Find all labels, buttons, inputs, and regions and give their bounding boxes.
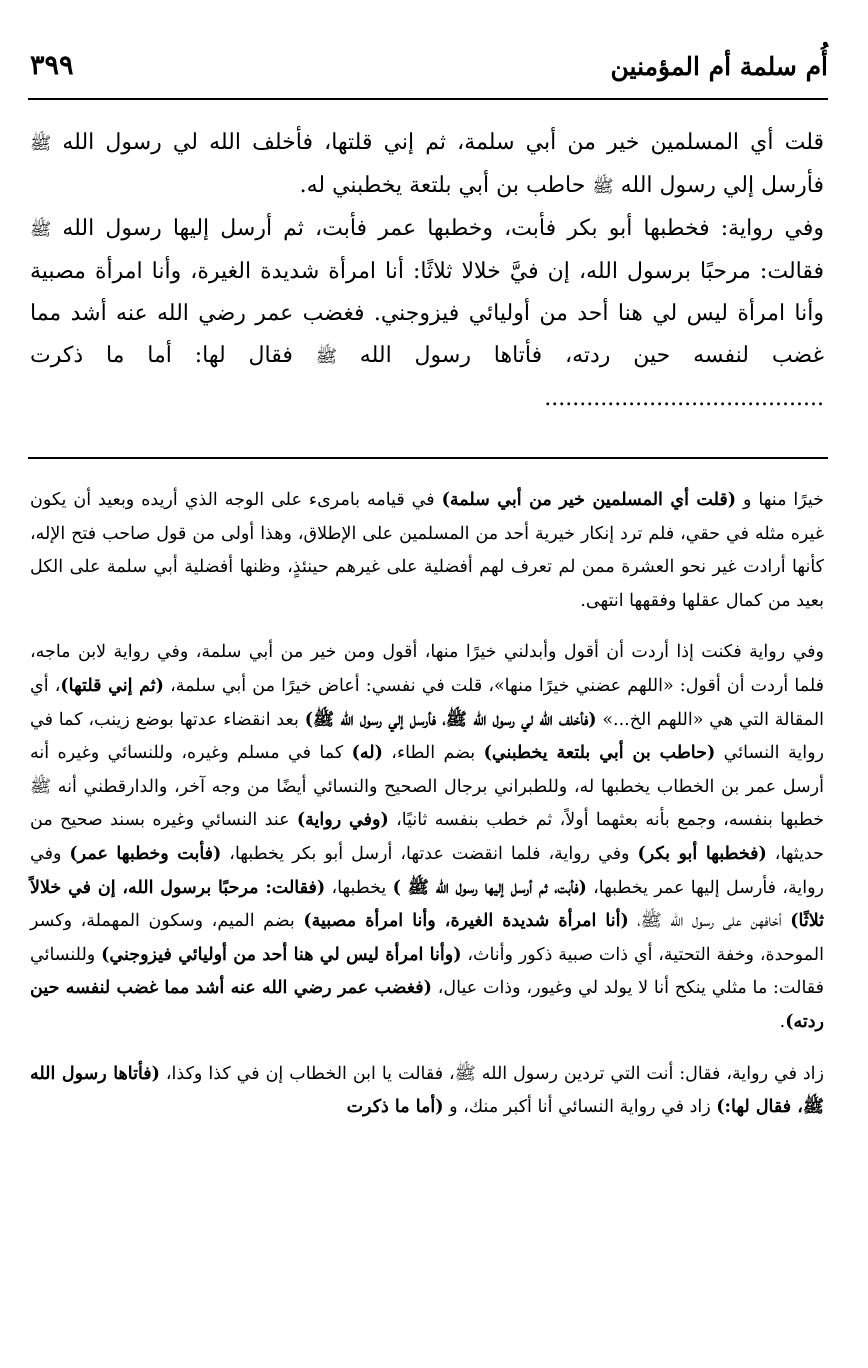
quoted-matn: (له) [351, 743, 383, 764]
quoted-matn: (وفي رواية) [296, 810, 389, 831]
salla-glyph: ﷺ [30, 134, 52, 154]
quoted-matn: (قلت أي المسلمين خير من أبي سلمة) [441, 490, 737, 510]
quoted-matn: (فغضب عمر رضي الله عنه أشد مما غضب لنفسه حين ردته) [30, 978, 824, 1032]
quoted-matn: (ثم إني قلتها) [60, 675, 164, 696]
salla-glyph: ﷺ [592, 177, 614, 197]
quoted-matn: (أنا امرأة شديدة الغيرة، وأنا امرأة مصبية) [303, 911, 629, 932]
page-number: ٣٩٩ [30, 50, 74, 81]
quoted-matn: (فأخلف الله لي رسول الله ﷺ، فأرسل إلي رسول الله ﷺ) [304, 709, 597, 730]
quoted-matn: (حاطب بن أبي بلتعة يخطبني) [483, 743, 716, 764]
quoted-matn: (فأتاها رسول الله ﷺ، فقال لها:) [30, 1063, 824, 1118]
commentary-paragraph-1: خيرًا منها و (قلت أي المسلمين خير من أبي سلمة) في قيامه بامرىء على الوجه الذي أريده وبعيد أن يكون غيره مثله في حقي، فلم ترد إنكار خيرية أحد من المسلمين على الإطلاق، وهذا أولى من قول صاحب فتح الإله، كأنها أرادت غير نحو العشرة ممن لم تعرف لهم أفضلية على غيرهم حينئذٍ، وظنها أفضلية أبي سلمة على الكل بعيد من كمال عقلها وفقهها انتهى. [30, 490, 825, 611]
header-rule [28, 98, 828, 100]
page-header [30, 40, 828, 90]
commentary-paragraph-2: وفي رواية فكنت إذا أردت أن أقول وأبدلني خيرًا منها، أقول ومن خير من أبي سلمة، وفي رواية لابن ماجه، فلما أردت أن أقول: «اللهم عضني خيرًا منها»، قلت في نفسي: أعاض خيرًا من أبي سلمة، (ثم إني قلتها)، أي المقالة التي هي «اللهم الخ...» (فأخلف الله لي رسول الله ﷺ، فأرسل إلي رسول الله ﷺ) بعد انقضاء عدتها بوضع زينب، كما في رواية النسائي (حاطب بن أبي بلتعة يخطبني) بضم الطاء، (له) كما في مسلم وغيره، وللنسائي وغيره أنه أرسل عمر بن الخطاب يخطبها له، وللطبراني برجال الصحيح والنسائي أيضًا من وجه آخر، والدارقطني أنه ﷺ خطبها بنفسه، وجمع بأنه بعثهما أولاً، ثم خطب بنفسه ثانيًا، (وفي رواية) عند النسائي وغيره بسند صحيح من حديثها، (فخطبها أبو بكر) وفي رواية، فلما انقضت عدتها، أرسل أبو بكر يخطبها، (فأبت وخطبها عمر) وفي رواية، فأرسل إليها عمر يخطبها، (فأبت، ثم أرسل إليها رسول الله ﷺ ) يخطبها، (فقالت: مرحبًا برسول الله، إن في خلالاً ثلاثًا) أخافهن على رسول الله ﷺ، (أنا امرأة شديدة الغيرة، وأنا امرأة مصبية) بضم الميم، وسكون المهملة، وكسر الموحدة، وخفة التحتية، أي ذات صبية ذكور وأناث، (وأنا امرأة ليس لي هنا أحد من أوليائي فيزوجني) وللنسائي فقالت: ما مثلي ينكح أنا لا يولد لي وغيور، وذات عيال، (فغضب عمر رضي الله عنه أشد مما غضب لنفسه حين ردته). [30, 642, 825, 1032]
salla-glyph: ﷺ [315, 347, 337, 367]
quoted-matn: (فخطبها أبو بكر) [637, 843, 767, 864]
hadith-paragraph-1: قلت أي المسلمين خير من أبي سلمة، ثم إني قلتها، فأخلف الله لي رسول الله ﷺ فأرسل إلي رسول الله ﷺ حاطب بن أبي بلتعة يخطبني له. [30, 130, 824, 198]
commentary-paragraph-3: زاد في رواية، فقال: أنت التي تردين رسول الله ﷺ، فقالت يا ابن الخطاب إن في كذا وكذا، (فأتاها رسول الله ﷺ، فقال لها:) زاد في رواية النسائي أنا أكبر منك، و (أما ما ذكرت [30, 1063, 824, 1118]
quoted-matn: (وأنا امرأة ليس لي هنا أحد من أوليائي فيزوجني) [101, 944, 462, 965]
ellipsis-dots: ........................................ [544, 386, 824, 411]
commentary [30, 484, 824, 1143]
quoted-matn: (فأبت، ثم أرسل إليها رسول الله ﷺ ) [392, 877, 587, 898]
quoted-matn: (فأبت وخطبها عمر) [69, 843, 222, 864]
running-title: أُم سلمة أم المؤمنين [610, 52, 828, 81]
quoted-matn: (أما ما ذكرت [346, 1097, 444, 1118]
hadith-paragraph-2: وفي رواية: فخطبها أبو بكر فأبت، وخطبها عمر فأبت، ثم أرسل إليها رسول الله ﷺ فقالت: مرحبًا برسول الله، إن فيَّ خلالا ثلاثًا: أنا امرأة شديدة الغيرة، وأنا امرأة مصبية وأنا امرأة ليس لي هنا أحد من أوليائي فيزوجني. فغضب عمر رضي الله عنه أشد مما غضب لنفسه حين ردته، فأتاها رسول الله ﷺ فقال لها: أما ما ذكرت ........................................ [30, 216, 824, 411]
commentary-separator [28, 457, 828, 459]
salla-glyph: ﷺ [30, 220, 52, 240]
hadith-text [30, 122, 824, 420]
quoted-matn: (فقالت: مرحبًا برسول الله، إن في خلالاً ثلاثًا) [30, 877, 825, 932]
